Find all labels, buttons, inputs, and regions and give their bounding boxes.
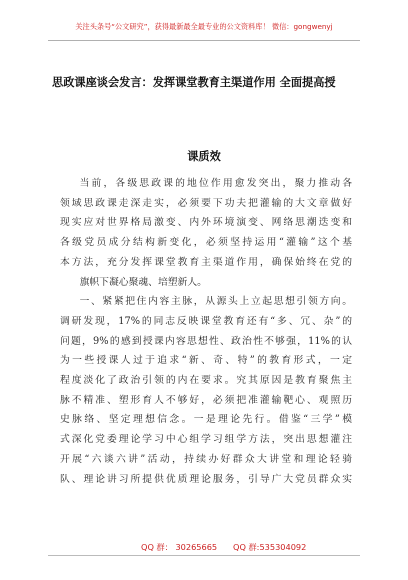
- paragraph-line: 为一些授课人过于追求“新、奇、特”的教育形式，一定: [60, 355, 352, 367]
- paragraph-line: 领域思政课走深走实，必须要下功夫把灌输的大文章做好: [60, 197, 352, 209]
- document-title-line-2: 课质效: [187, 149, 221, 163]
- paragraph-line: 现实应对世界格局激变、内外环境演变、网络思潮迭变和: [60, 217, 352, 229]
- paragraph-line: 程度淡化了政治引领的内在要求。究其原因是教育聚焦主: [60, 375, 352, 387]
- footer-qq-group-left: QQ 群： 30265665: [141, 542, 218, 552]
- paragraph-line: 脉不精准、塑形育人不够好，必须把准灌输靶心、观照历: [60, 394, 352, 406]
- paragraph-line: 当前，各级思政课的地位作用愈发突出，聚力推动各: [79, 178, 352, 189]
- document-title-line-1: 思政课座谈会发言：发挥课堂教育主渠道作用 全面提高授: [52, 75, 336, 89]
- paragraph-line: 调研发现，17%的同志反映课堂教育还有“多、冗、杂”的: [60, 315, 352, 327]
- footer-divider: [48, 555, 360, 556]
- header-banner: 关注头条号“公文研究”，获得最新最全最专业的公文资料库！ 微信：gongwenyj: [75, 22, 333, 31]
- paragraph-line: 史脉络、坚定理想信念。一是理论先行。借鉴“三学”模: [60, 414, 352, 426]
- paragraph-line: 本方法，充分发挥课堂教育主渠道作用，确保始终在党的: [60, 256, 352, 268]
- paragraph-line: 问题，9%的感到授课内容思想性、政治性不够强，11%的认: [60, 335, 352, 347]
- paragraph-line: 各级党员成分结构新变化，必须坚持运用“灌输”这个基: [60, 237, 352, 249]
- paragraph-line: 开展“六谈六讲”活动，持续办好群众大讲堂和理论轻骑: [60, 453, 352, 465]
- footer-qq-group-right: QQ 群:535304092: [233, 542, 307, 552]
- document-body: [60, 174, 352, 489]
- paragraph-2: [60, 292, 352, 489]
- paragraph-1: [60, 174, 352, 292]
- paragraph-line: 队、理论讲习所提供优质理论服务，引导广大党员群众实: [60, 473, 352, 485]
- paragraph-line: 一、紧紧把住内容主脉，从源头上立起思想引领方向。: [79, 296, 352, 308]
- paragraph-line: 式深化党委理论学习中心组学习组学方法，突出思想灌注: [60, 434, 352, 446]
- paragraph-line: 旗帜下凝心聚魂、培塑新人。: [79, 276, 207, 288]
- header-divider: [48, 40, 360, 41]
